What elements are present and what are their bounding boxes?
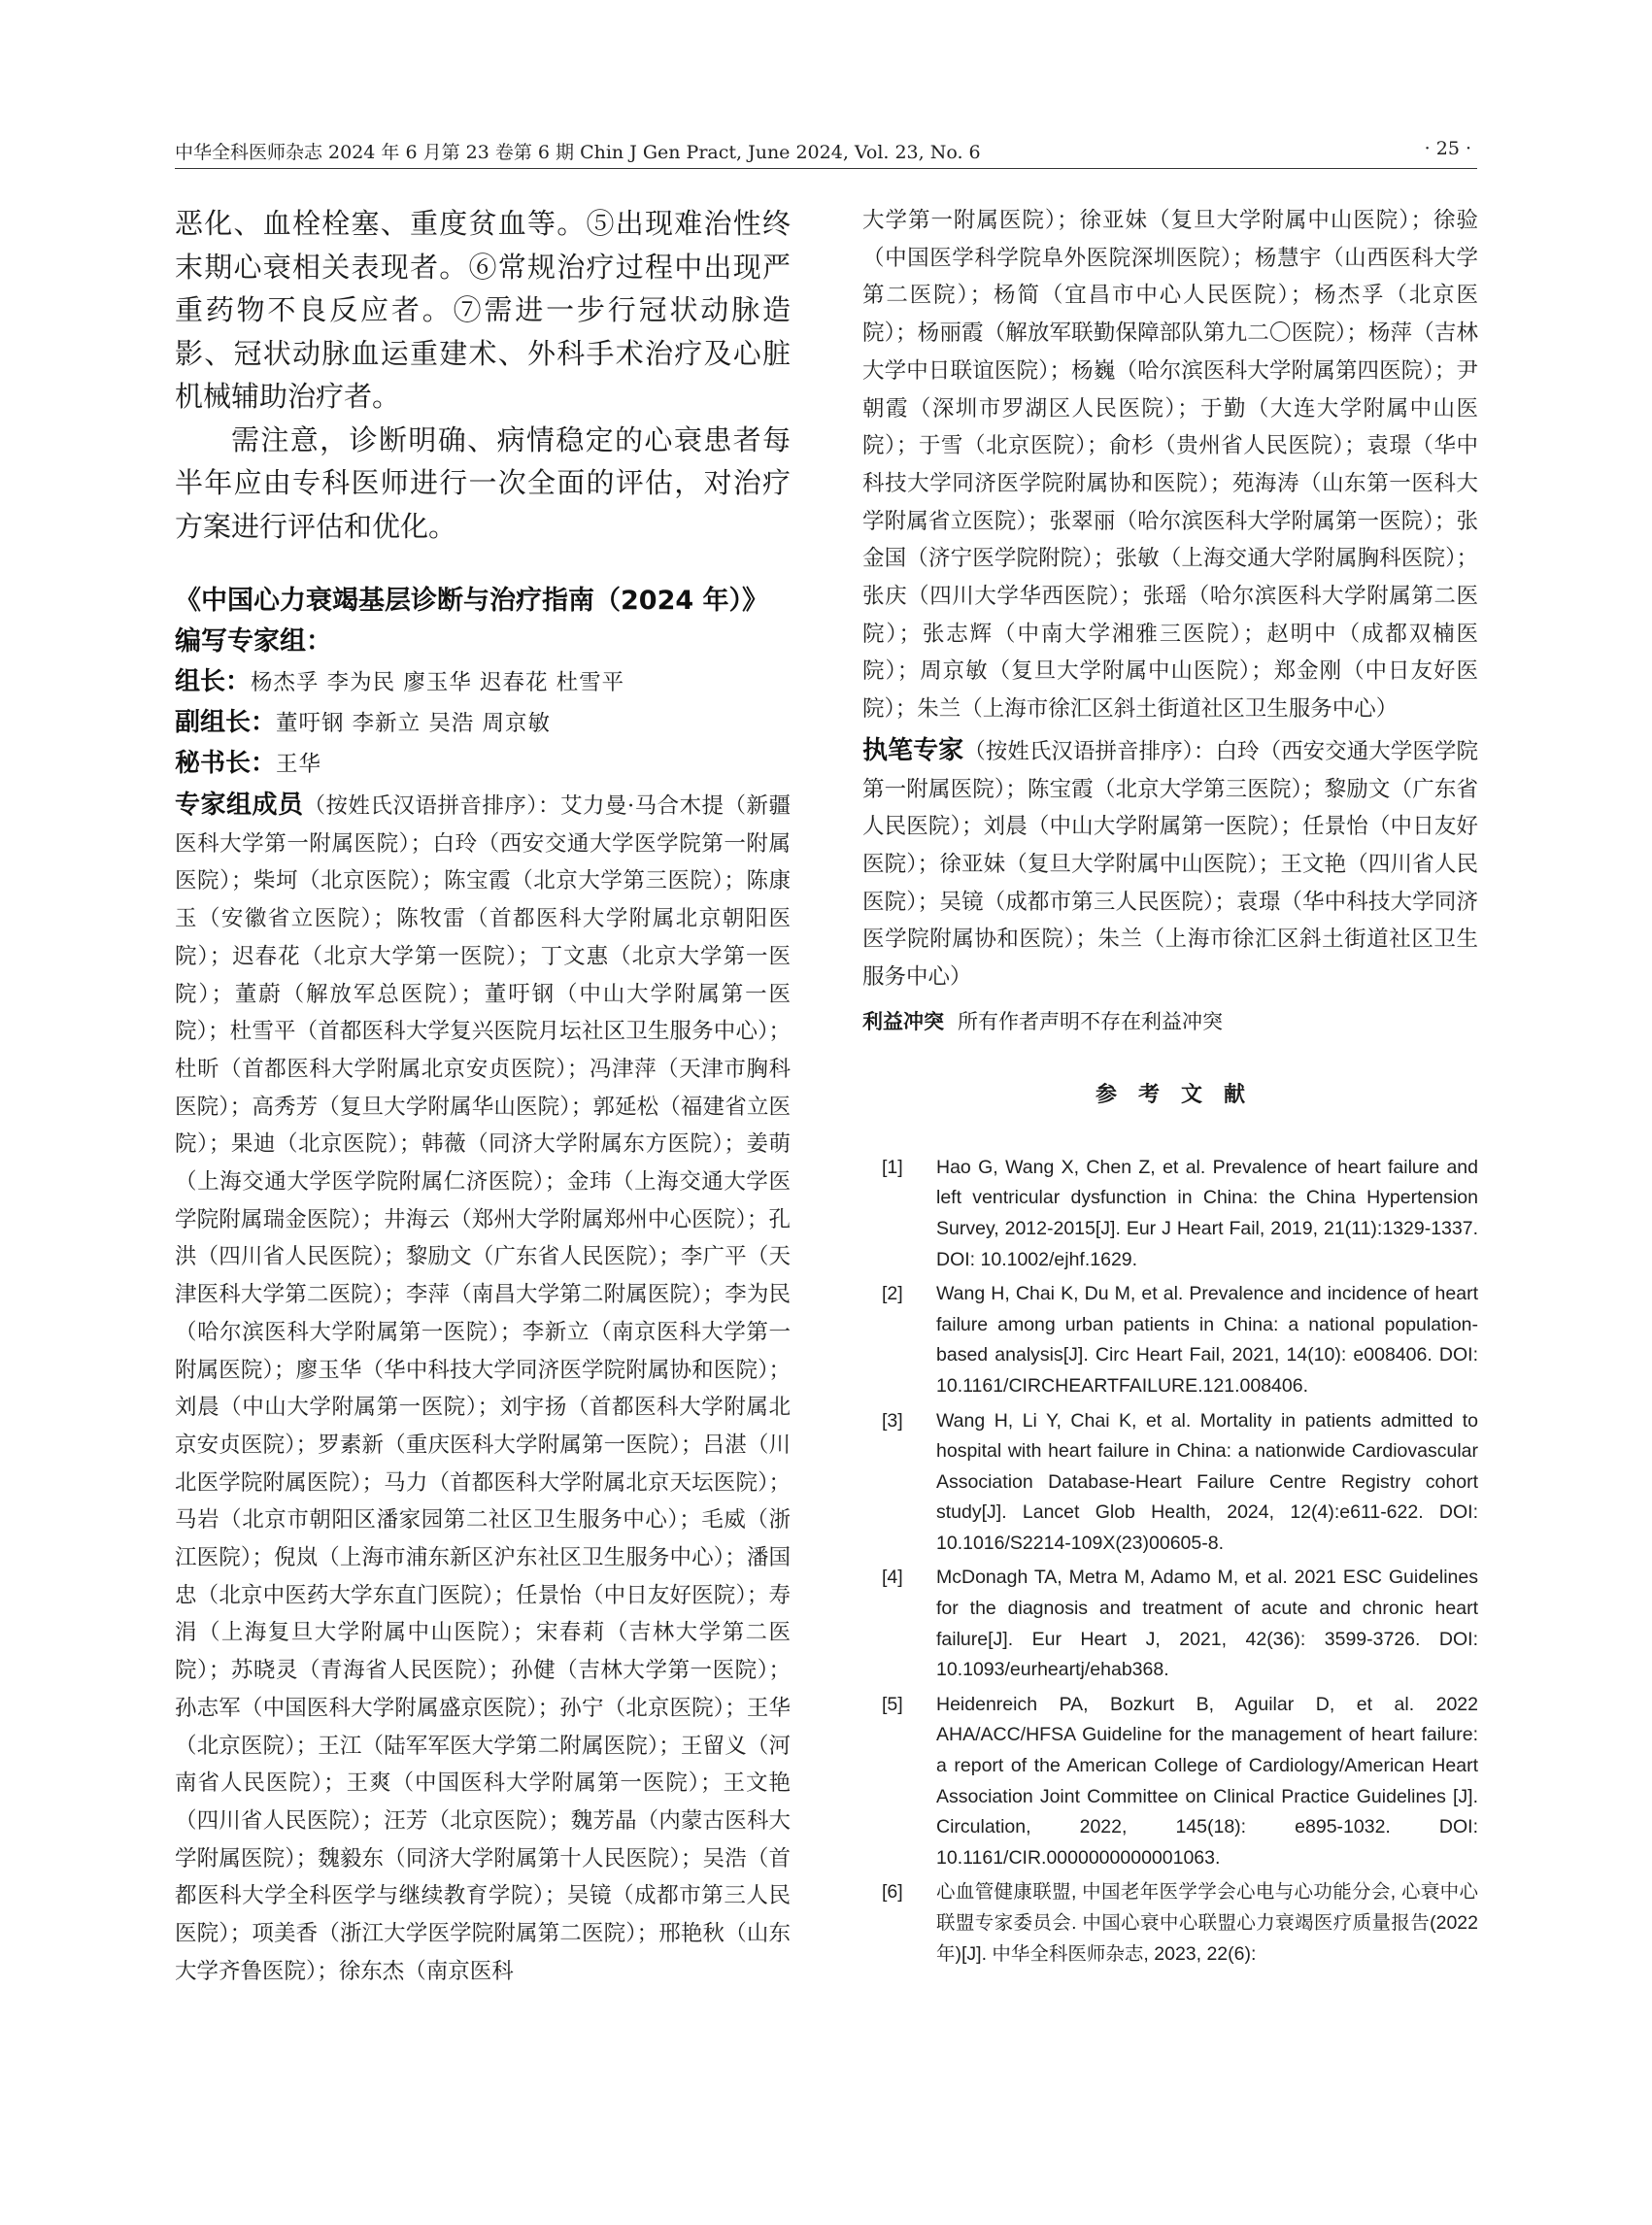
reference-item bbox=[862, 1877, 1478, 1970]
leader-names: 杨杰孚 李为民 廖玉华 迟春花 杜雪平 bbox=[251, 670, 625, 695]
secretary-label: 秘书长： bbox=[175, 749, 277, 778]
reference-number: [2] bbox=[882, 1283, 903, 1305]
deputy-leader-line bbox=[175, 703, 791, 744]
committee-title: 《中国心力衰竭基层诊断与治疗指南（2024 年）》编写专家组： bbox=[175, 586, 769, 657]
reference-item bbox=[862, 1690, 1478, 1874]
leader-label: 组长： bbox=[175, 667, 252, 696]
reference-number: [4] bbox=[882, 1567, 903, 1589]
writers-paragraph bbox=[862, 732, 1478, 996]
right-column bbox=[862, 202, 1478, 1973]
leader-line bbox=[175, 662, 791, 703]
writers-list: （按姓氏汉语拼音排序）：白玲（西安交通大学医学院第一附属医院）；陈宝霞（北京大学第三医院）；黎励文（广东省人民医院）；刘晨（中山大学附属第一医院）；任景怡（中日友好医院）；徐亚妹（复旦大学附属中山医院）；王文艳（四川省人民医院）；吴镜（成都市第三人民医院）；袁璟（华中科技大学同济医学院附属协和医院）；朱兰（上海市徐汇区斜土街道社区卫生服务中心） bbox=[862, 738, 1478, 991]
reference-item bbox=[862, 1153, 1478, 1275]
conflict-of-interest bbox=[862, 1004, 1478, 1039]
journal-citation-header: 中华全科医师杂志 2024 年 6 月第 23 卷第 6 期 Chin J Gen Pract, June 2024, Vol. 23, No. 6 bbox=[175, 142, 981, 163]
reference-text: Hao G, Wang X, Chen Z, et al. Prevalence of heart failure and left ventricular dysfunction in China: the China Hypertension Survey, 2012-2015[J]. Eur J Heart Fail, 2019, 21(11):1329-1337. DOI: 10.1002/ejhf.1629. bbox=[936, 1156, 1478, 1270]
reference-number: [6] bbox=[882, 1881, 903, 1904]
reference-number: [3] bbox=[882, 1409, 903, 1432]
reference-item bbox=[862, 1406, 1478, 1560]
reference-text: Heidenreich PA, Bozkurt B, Aguilar D, et al. 2022 AHA/ACC/HFSA Guideline for the management of heart failure: a report of the American College of Cardiology/American Heart Association Joint Committee on Clinical Practice Guidelines [J]. Circulation, 2022, 145(18): e895-1032. DOI: 10.1161/CIR.0000000000001063. bbox=[936, 1693, 1478, 1869]
deputy-leader-label: 副组长： bbox=[175, 708, 277, 737]
members-label: 专家组成员 bbox=[175, 791, 304, 820]
references-heading: 参考文献 bbox=[1095, 1082, 1266, 1107]
members-list-right: 大学第一附属医院）；徐亚妹（复旦大学附属中山医院）；徐验（中国医学科学院阜外医院深圳医院）；杨慧宇（山西医科大学第二医院）；杨简（宜昌市中心人民医院）；杨杰孚（北京医院）；杨丽霞（解放军联勤保障部队第九二〇医院）；杨萍（吉林大学中日联谊医院）；杨巍（哈尔滨医科大学附属第四医院）；尹朝霞（深圳市罗湖区人民医院）；于勤（大连大学附属中山医院）；于雪（北京医院）；俞杉（贵州省人民医院）；袁璟（华中科技大学同济医学院附属协和医院）；苑海涛（山东第一医科大学附属省立医院）；张翠丽（哈尔滨医科大学附属第一医院）；张金国（济宁医学院附院）；张敏（上海交通大学附属胸科医院）；张庆（四川大学华西医院）；张瑶（哈尔滨医科大学附属第二医院）；张志辉（中南大学湘雅三医院）；赵明中（成都双楠医院）；周京敏（复旦大学附属中山医院）；郑金刚（中日友好医院）；朱兰（上海市徐汇区斜土街道社区卫生服务中心） bbox=[862, 208, 1478, 723]
reference-number: [5] bbox=[882, 1693, 903, 1715]
reference-text: Wang H, Chai K, Du M, et al. Prevalence and incidence of heart failure among urban patients in China: a national population-based analysis[J]. Circ Heart Fail, 2021, 14(10): e008406. DOI: 10.1161/CIRCHEARTFAILURE.121.008406. bbox=[936, 1283, 1478, 1397]
members-paragraph-left bbox=[175, 787, 791, 1991]
reference-text: Wang H, Li Y, Chai K, et al. Mortality in patients admitted to hospital with heart failure in China: a nationwide Cardiovascular Association Database-Heart Failure Centre Registry cohort study[J]. Lancet Glob Health, 2024, 12(4):e611-622. DOI: 10.1016/S2214-109X(23)00605-8. bbox=[936, 1409, 1478, 1554]
coi-text: 所有作者声明不存在利益冲突 bbox=[958, 1009, 1223, 1033]
intro-paragraph-1: 恶化、血栓栓塞、重度贫血等。⑤出现难治性终末期心衰相关表现者。⑥常规治疗过程中出现严重药物不良反应者。⑦需进一步行冠状动脉造影、冠状动脉血运重建术、外科手术治疗及心脏机械辅助治疗者。 bbox=[175, 207, 791, 413]
reference-item bbox=[862, 1563, 1478, 1685]
reference-list bbox=[862, 1153, 1478, 1970]
secretary-line bbox=[175, 744, 791, 785]
left-column bbox=[175, 202, 791, 1991]
deputy-leader-names: 董吁钢 李新立 吴浩 周京敏 bbox=[276, 711, 551, 736]
intro-paragraph-2: 需注意，诊断明确、病情稳定的心衰患者每半年应由专科医师进行一次全面的评估，对治疗方案进行评估和优化。 bbox=[175, 422, 791, 543]
writers-label: 执笔专家 bbox=[862, 735, 964, 765]
running-header bbox=[175, 134, 1477, 169]
coi-label: 利益冲突 bbox=[862, 1009, 944, 1033]
members-list-left: （按姓氏汉语拼音排序）：艾力曼·马合木提（新疆医科大学第一附属医院）；白玲（西安交通大学医学院第一附属医院）；柴坷（北京医院）；陈宝霞（北京大学第三医院）；陈康玉（安徽省立医院）；陈牧雷（首都医科大学附属北京朝阳医院）；迟春花（北京大学第一医院）；丁文惠（北京大学第一医院）；董蔚（解放军总医院）；董吁钢（中山大学附属第一医院）；杜雪平（首都医科大学复兴医院月坛社区卫生服务中心）；杜昕（首都医科大学附属北京安贞医院）；冯津萍（天津市胸科医院）；高秀芳（复旦大学附属华山医院）；郭延松（福建省立医院）；果迪（北京医院）；韩薇（同济大学附属东方医院）；姜萌（上海交通大学医学院附属仁济医院）；金玮（上海交通大学医学院附属瑞金医院）；井海云（郑州大学附属郑州中心医院）；孔洪（四川省人民医院）；黎励文（广东省人民医院）；李广平（天津医科大学第二医院）；李萍（南昌大学第二附属医院）；李为民（哈尔滨医科大学附属第一医院）；李新立（南京医科大学第一附属医院）；廖玉华（华中科技大学同济医学院附属协和医院）；刘晨（中山大学附属第一医院）；刘宇扬（首都医科大学附属北京安贞医院）；罗素新（重庆医科大学附属第一医院）；吕湛（川北医学院附属医院）；马力（首都医科大学附属北京天坛医院）；马岩（北京市朝阳区潘家园第二社区卫生服务中心）；毛威（浙江医院）；倪岚（上海市浦东新区沪东社区卫生服务中心）；潘国忠（北京中医药大学东直门医院）；任景怡（中日友好医院）；寿涓（上海复旦大学附属中山医院）；宋春莉（吉林大学第二医院）；苏晓灵（青海省人民医院）；孙健（吉林大学第一医院）；孙志军（中国医科大学附属盛京医院）；孙宁（北京医院）；王华（北京医院）；王江（陆军军医大学第二附属医院）；王留义（河南省人民医院）；王爽（中国医科大学附属第一医院）；王文艳（四川省人民医院）；汪芳（北京医院）；魏芳晶（内蒙古医科大学附属医院）；魏毅东（同济大学附属第十人民医院）；吴浩（首都医科大学全科医学与继续教育学院）；吴镜（成都市第三人民医院）；项美香（浙江大学医学院附属第二医院）；邢艳秋（山东大学齐鲁医院）；徐东杰（南京医科 bbox=[175, 793, 791, 1984]
reference-item bbox=[862, 1279, 1478, 1401]
reference-text: 心血管健康联盟, 中国老年医学学会心电与心功能分会, 心衰中心联盟专家委员会. 中国心衰中心联盟心力衰竭医疗质量报告(2022 年)[J]. 中华全科医师杂志, 2023, 22(6): bbox=[936, 1881, 1478, 1965]
page-number: · 25 · bbox=[1424, 138, 1471, 159]
secretary-names: 王华 bbox=[276, 752, 322, 777]
reference-number: [1] bbox=[882, 1156, 903, 1178]
reference-text: McDonagh TA, Metra M, Adamo M, et al. 2021 ESC Guidelines for the diagnosis and treatment of acute and chronic heart failure[J]. Eur Heart J, 2021, 42(36): 3599-3726. DOI: 10.1093/eurheartj/ehab368. bbox=[936, 1567, 1478, 1681]
